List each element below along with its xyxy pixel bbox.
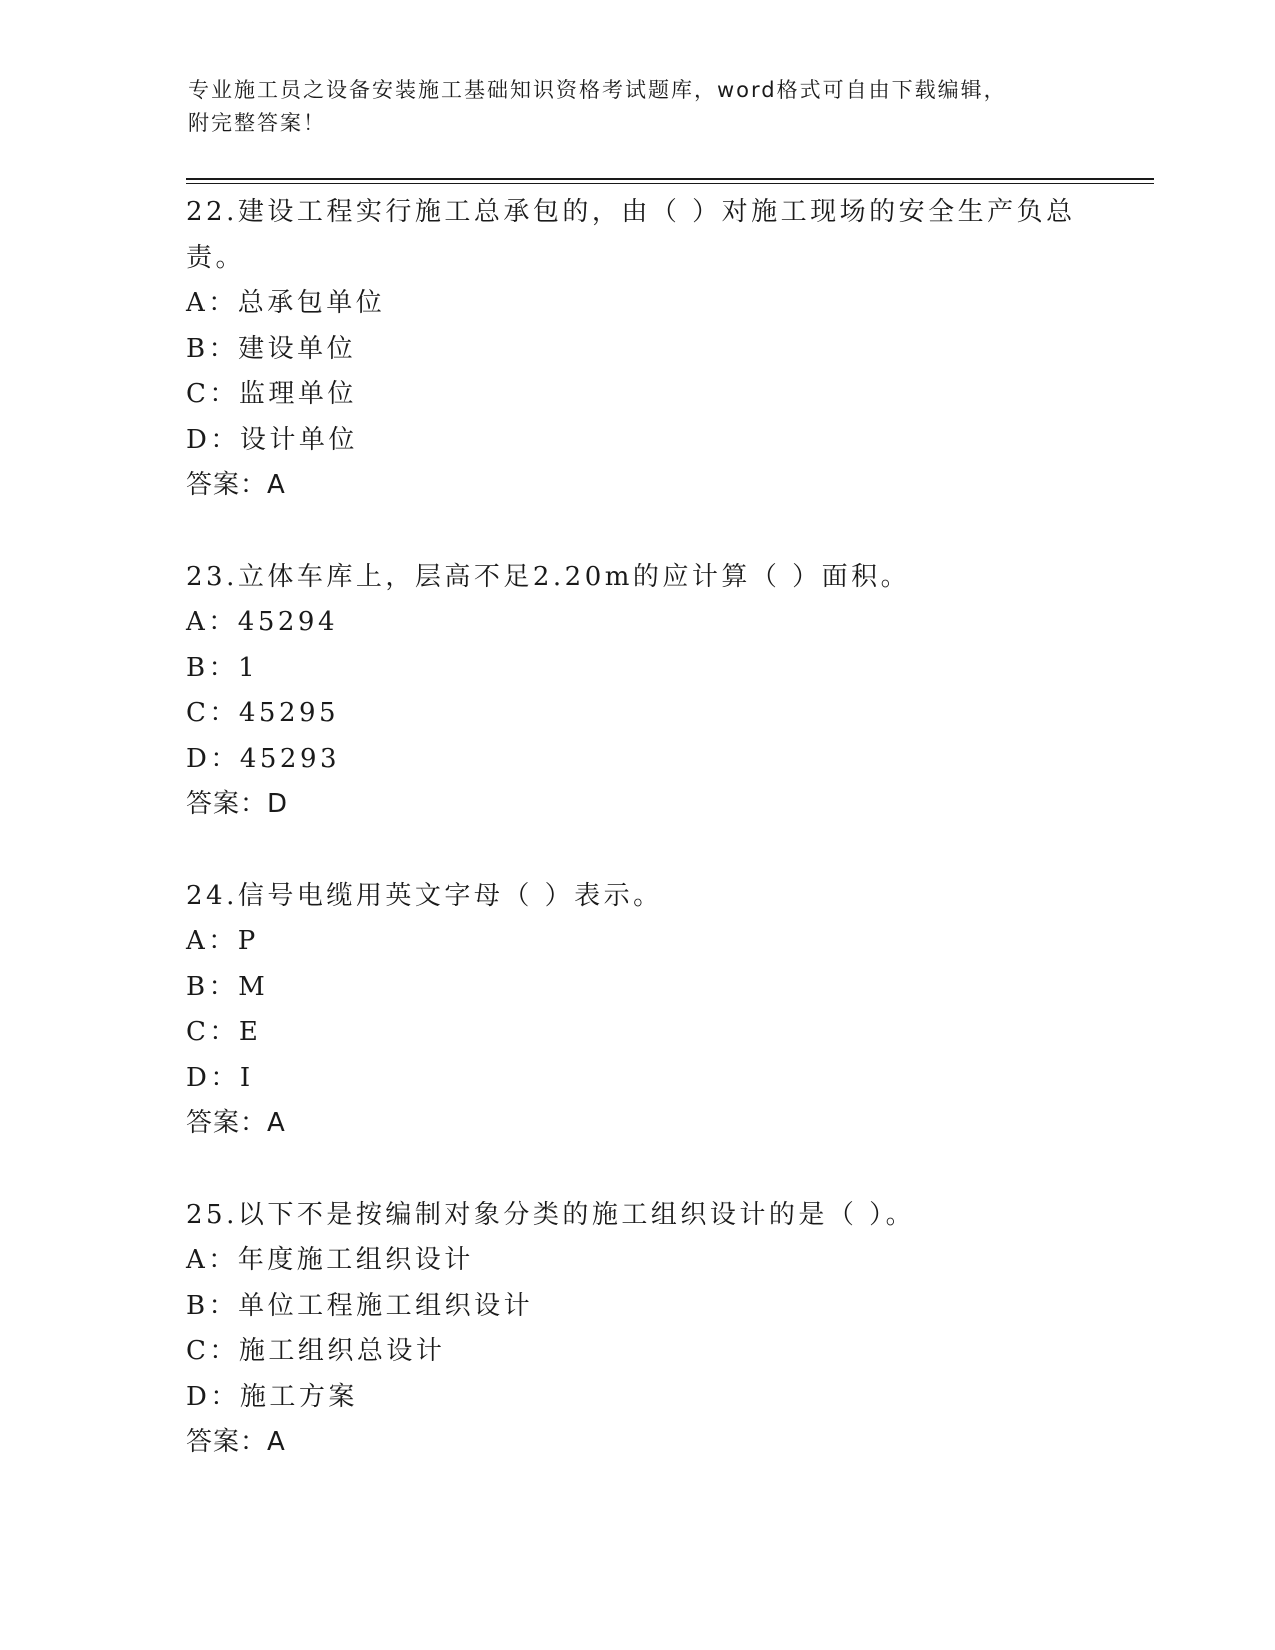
option-c: C：监理单位 (186, 379, 357, 409)
answer: 答案：A (186, 1108, 286, 1138)
question-25 (186, 1193, 1116, 1466)
option-a: A：45294 (186, 607, 338, 637)
option-b: B：1 (186, 652, 259, 683)
page-header (188, 74, 1088, 140)
option-c: C：E (186, 1017, 262, 1047)
option-b: B：M (186, 971, 269, 1002)
option-c: C：施工组织总设计 (186, 1336, 446, 1366)
question-stem: 24.信号电缆用英文字母（ ）表示。 (186, 880, 663, 911)
option-d: D：施工方案 (186, 1381, 358, 1412)
header-rule (186, 178, 1154, 184)
question-23 (186, 555, 1116, 828)
question-stem: 22.建设工程实行施工总承包的，由（ ）对施工现场的安全生产负总责。 (186, 197, 1076, 273)
header-line-2: 附完整答案！ (188, 111, 326, 135)
option-d: D：45293 (186, 743, 341, 774)
option-a: A：P (186, 926, 259, 956)
option-a: A：总承包单位 (186, 288, 386, 318)
question-stem: 25.以下不是按编制对象分类的施工组织设计的是（ ）。 (186, 1199, 916, 1230)
answer: 答案：A (186, 1427, 286, 1457)
question-stem: 23.立体车库上，层高不足2.20m的应计算（ ）面积。 (186, 561, 911, 592)
option-b: B：单位工程施工组织设计 (186, 1290, 534, 1321)
question-list (186, 190, 1116, 1512)
question-24 (186, 874, 1116, 1147)
option-d: D：设计单位 (186, 424, 358, 455)
header-line-1: 专业施工员之设备安装施工基础知识资格考试题库，word格式可自由下载编辑， (188, 78, 1007, 102)
option-d: D：I (186, 1062, 254, 1093)
option-a: A：年度施工组织设计 (186, 1245, 474, 1275)
answer: 答案：A (186, 470, 286, 500)
option-b: B：建设单位 (186, 333, 357, 364)
answer: 答案：D (186, 789, 289, 819)
option-c: C：45295 (186, 698, 340, 728)
question-22 (186, 190, 1116, 509)
